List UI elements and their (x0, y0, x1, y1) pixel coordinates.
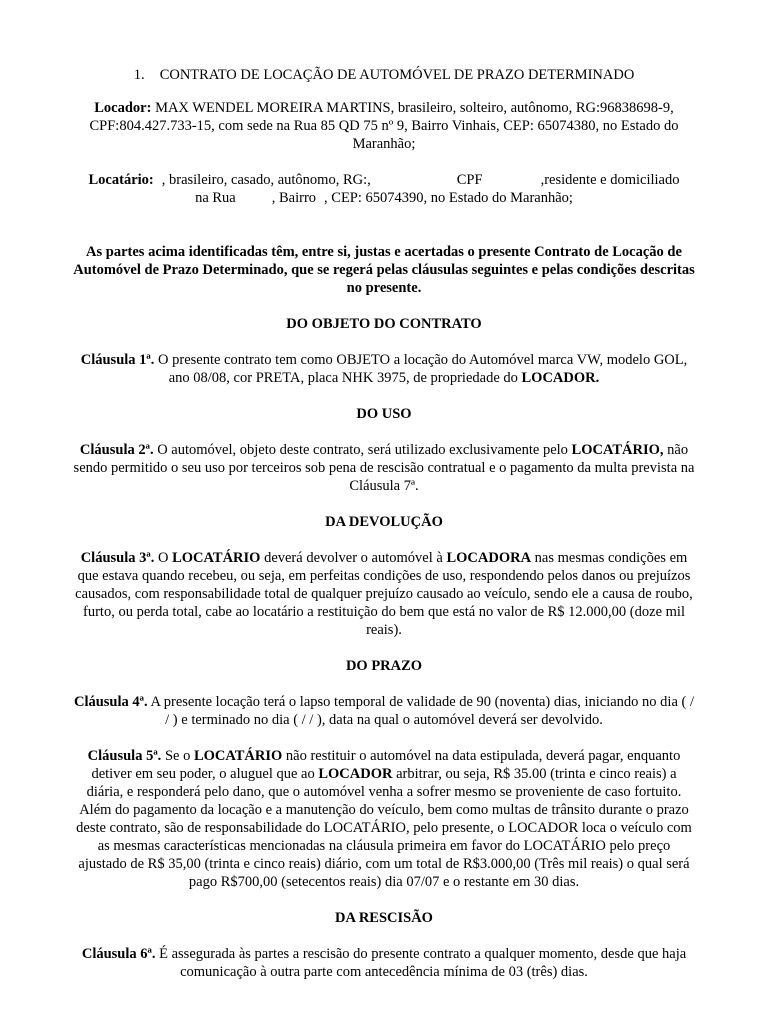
locador-paragraph (72, 99, 696, 153)
clausula-5-text1: Se o (164, 748, 191, 764)
clausula-4 (72, 693, 696, 729)
clausula-3-label: Cláusula 3ª. (80, 550, 155, 566)
clausula-2-label: Cláusula 2ª. (79, 442, 154, 458)
locatario-part4: na Rua (195, 190, 236, 206)
clausula-3-text2: deverá devolver o automóvel à (264, 550, 443, 566)
clausula-1-end: LOCADOR. (521, 370, 600, 386)
intro-paragraph: As partes acima identificadas têm, entre si, justas e acertadas o presente Contrato de Locação de Automóvel de Prazo Determinado, que se regerá pelas cláusulas seguintes e pelas condições descritas no presente. (73, 244, 695, 296)
clausula-5-text2: não restituir o automóvel na data estipulada, deverá pagar, enquanto detiver em seu poder, o aluguel que ao (91, 748, 681, 782)
clausula-3-text3: nas mesmas condições em que estava quando recebeu, ou seja, em perfeitas condições de uso, respondendo pelos danos ou prejuízos causados, com responsabilidade total de qualquer prejuízo causado ao veículo, sendo ele a causa de roubo, furto, ou perda total, cabe ao locatário a restituição do bem que está no valor de R$ 12.000,00 (doze mil reais). (75, 550, 693, 638)
locatario-part5: , Bairro (271, 190, 317, 206)
clausula-3-bold2: LOCADORA (446, 550, 532, 566)
clausula-5-bold2: LOCADOR (318, 766, 393, 782)
clausula-1 (72, 351, 696, 387)
title-number: 1. (133, 67, 145, 83)
locador-label: Locador: (94, 100, 152, 116)
locatario-part1: , brasileiro, casado, autônomo, RG:, (161, 172, 371, 188)
contract-document (72, 66, 696, 999)
locatario-part6: , CEP: 65074390, no Estado do Maranhão; (324, 190, 573, 206)
heading-devolucao: DA DEVOLUÇÃO (325, 514, 443, 530)
contract-title (72, 66, 696, 84)
clausula-6 (72, 945, 696, 981)
clausula-5-text3: arbitrar, ou seja, R$ 35.00 (trinta e cinco reais) a diária, e responderá pelo dano, que o automóvel venha a sofrer mesmo se proveniente de caso fortuito. Além do pagamento da locação e a manutenção do veículo, bem como multas de trânsito durante o prazo deste contrato, são de responsabilidade do LOCATÁRIO, pelo presente, o LOCADOR loca o veículo com as mesmas características mencionadas na cláusula primeira em favor do LOCATÁRIO pelo preço ajustado de R$ 35,00 (trinta e cinco reais) diário, com um total de R$3.000,00 (Três mil reais) o qual será pago R$700,00 (setecentos reais) dia 07/07 e o restante em 30 dias. (76, 766, 692, 890)
heading-objeto: DO OBJETO DO CONTRATO (286, 316, 482, 332)
clausula-1-label: Cláusula 1ª. (80, 352, 155, 368)
heading-uso: DO USO (356, 406, 412, 422)
clausula-3-text1: O (157, 550, 169, 566)
clausula-5-bold1: LOCATÁRIO (193, 748, 283, 764)
clausula-2-text1: O automóvel, objeto deste contrato, será utilizado exclusivamente pelo (157, 442, 568, 458)
clausula-5-label: Cláusula 5ª. (87, 748, 162, 764)
clausula-2-text2: não sendo permitido o seu uso por terceiros sob pena de rescisão contratual e o pagamento da multa prevista na Cláusula 7ª. (73, 442, 695, 494)
locatario-label: Locatário: (88, 172, 154, 188)
locatario-part3: ,residente e domiciliado (540, 172, 680, 188)
clausula-4-label: Cláusula 4ª. (73, 694, 148, 710)
title-text: CONTRATO DE LOCAÇÃO DE AUTOMÓVEL DE PRAZO DETERMINADO (159, 67, 635, 83)
clausula-3-bold1: LOCATÁRIO (172, 550, 261, 566)
clausula-5 (72, 747, 696, 891)
heading-rescisao: DA RESCISÃO (335, 910, 433, 926)
locador-text: MAX WENDEL MOREIRA MARTINS, brasileiro, solteiro, autônomo, RG:96838698-9, CPF:804.427.733-15, com sede na Rua 85 QD 75 nº 9, Bairro Vinhais, CEP: 65074380, no Estado do Maranhão; (89, 100, 679, 152)
clausula-3 (72, 549, 696, 639)
heading-prazo: DO PRAZO (345, 658, 423, 674)
clausula-2 (72, 441, 696, 495)
clausula-2-bold: LOCATÁRIO, (571, 442, 664, 458)
locatario-paragraph (72, 171, 696, 207)
locatario-part2: CPF (456, 172, 483, 188)
clausula-6-label: Cláusula 6ª. (81, 946, 156, 962)
clausula-1-text: O presente contrato tem como OBJETO a locação do Automóvel marca VW, modelo GOL, ano 08/08, cor PRETA, placa NHK 3975, de propriedade do (158, 352, 688, 386)
clausula-6-text: É assegurada às partes a rescisão do presente contrato a qualquer momento, desde que haja comunicação à outra parte com antecedência mínima de 03 (três) dias. (159, 946, 687, 980)
clausula-4-text: A presente locação terá o lapso temporal de validade de 90 (noventa) dias, iniciando no dia ( / / ) e terminado no dia ( / / ), data na qual o automóvel deverá ser devolvido. (150, 694, 695, 728)
